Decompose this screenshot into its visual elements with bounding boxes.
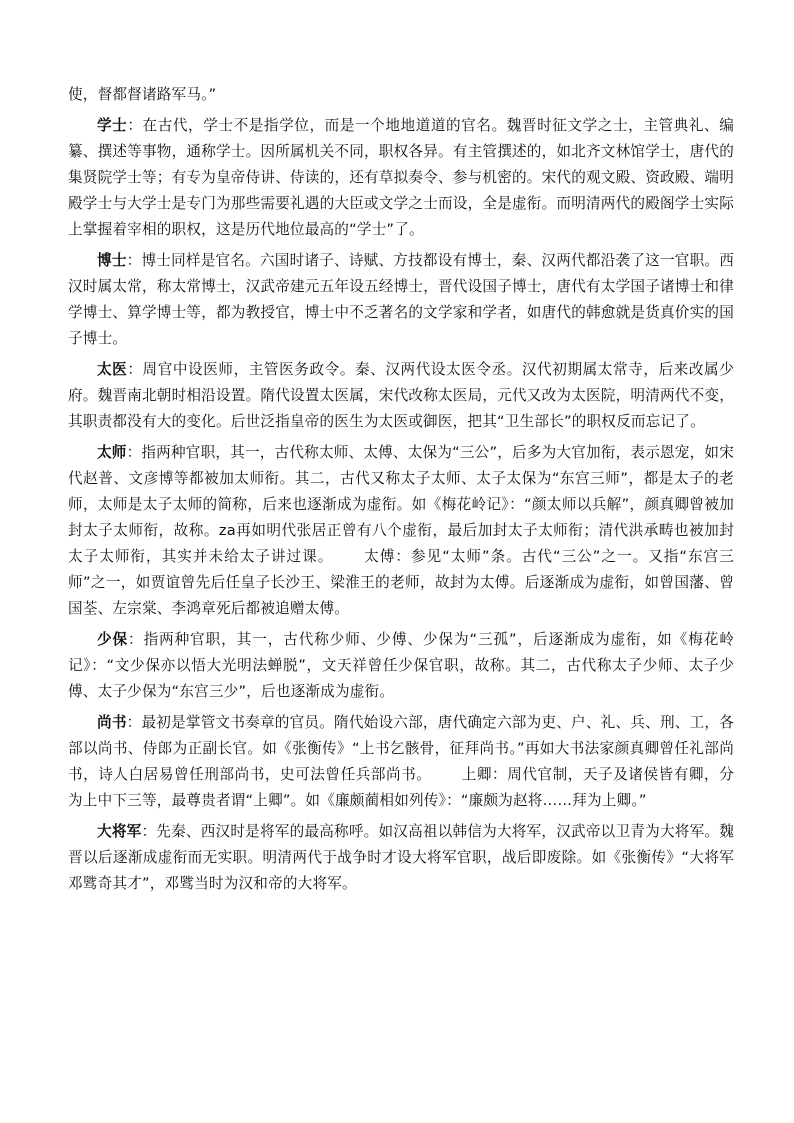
paragraph-continuation: [68, 82, 734, 108]
term-heading: 大将军: [97, 823, 142, 840]
term-heading: 太师: [97, 444, 127, 461]
paragraph-taiyi: [68, 357, 734, 435]
paragraph-boshi: [68, 248, 734, 352]
paragraph-text: 使，督都督诸路军马。”: [68, 86, 217, 103]
paragraph-text: ：先秦、西汉时是将军的最高称呼。如汉高祖以韩信为大将军，汉武帝以卫青为大将军。魏晋以后逐渐成虚衔而无实职。明清两代于战争时才设大将军官职，战后即废除。如《张衡传》“大将军邓骘奇其才”，邓骘当时为汉和帝的大将军。: [68, 823, 734, 892]
paragraph-tail-text: 太傅：参见“太师”条。古代“三公”之一。又指“东宫三师”之一，如贾谊曾先后任皇子长沙王、梁淮王的老师，故封为太傅。后逐渐成为虚衔，如曾国藩、曾国荃、左宗棠、李鸿章死后都被追赠太傅。: [68, 548, 734, 617]
paragraph-text: ：指两种官职，其一，古代称太师、太傅、太保为“三公”，后多为大官加衔，表示恩宠，如宋代赵普、文彦博等都被加太师衔。其二，古代又称太子太师、太子太保为“东宫三师”，都是太子的老师，太师是太子太师的简称，后来也逐渐成为虚衔。如《梅花岭记》：“颜太师以兵解”，颜真卿曾被加封太子太师衔，故称。za再如明代张居正曾有八个虚衔，最后加封太子太师衔；清代洪承畴也被加封太子太师衔，其实并未给太子讲过课。: [68, 444, 734, 565]
term-heading: 少保: [97, 631, 129, 648]
paragraph-text: ：在古代，学士不是指学位，而是一个地地道道的官名。魏晋时征文学之士，主管典礼、编纂、撰述等事物，通称学士。因所属机关不同，职权各异。有主管撰述的，如北齐文林馆学士，唐代的集贤院学士等；有专为皇帝侍讲、侍读的，还有草拟奏令、参与机密的。宋代的观文殿、资政殿、端明殿学士与大学士是专门为那些需要礼遇的大臣或文学之士而设，全是虚衔。而明清两代的殿阁学士实际上掌握着宰相的职权，这是历代地位最高的“学士”了。: [68, 117, 734, 238]
paragraph-taishi: [68, 440, 734, 622]
paragraph-shaobao: [68, 627, 734, 705]
term-heading: 尚书: [97, 714, 127, 731]
paragraph-text: ：周官中设医师，主管医务政令。秦、汉两代设太医令丞。汉代初期属太常寺，后来改属少府。魏晋南北朝时相沿设置。隋代设置太医属，宋代改称太医局，元代又改为太医院，明清两代不变，其职责都没有大的变化。后世泛指皇帝的医生为太医或御医，把其“卫生部长”的职权反而忘记了。: [68, 361, 734, 430]
term-heading: 太医: [97, 361, 128, 378]
paragraph-xueshi: [68, 113, 734, 243]
term-heading: 博士: [97, 252, 127, 269]
paragraph-dajiangjun: [68, 819, 734, 897]
paragraph-shangshu: [68, 710, 734, 814]
paragraph-text: ：博士同样是官名。六国时诸子、诗赋、方技都设有博士，秦、汉两代都沿袭了这一官职。西汉时属太常，称太常博士，汉武帝建元五年设五经博士，晋代设国子博士，唐代有太学国子诸博士和律学博士、算学博士等，都为教授官，博士中不乏著名的文学家和学者，如唐代的韩愈就是货真价实的国子博士。: [68, 252, 734, 347]
paragraph-text: ：最初是掌管文书奏章的官员。隋代始设六部，唐代确定六部为吏、户、礼、兵、刑、工，各部以尚书、侍郎为正副长官。如《张衡传》“上书乞骸骨，征拜尚书。”再如大书法家颜真卿曾任礼部尚书，诗人白居易曾任刑部尚书，史可法曾任兵部尚书。: [68, 714, 734, 783]
paragraph-tail-text: 上卿：周代官制，天子及诸侯皆有卿，分为上中下三等，最尊贵者谓“上卿”。如《廉颇蔺相如列传》：“廉颇为赵将……拜为上卿。”: [68, 766, 734, 809]
document-page: [68, 82, 734, 902]
term-heading: 学士: [97, 117, 128, 134]
paragraph-text: ：指两种官职，其一，古代称少师、少傅、少保为“三孤”，后逐渐成为虚衔，如《梅花岭记》：“文少保亦以悟大光明法蝉脱”，文天祥曾任少保官职，故称。其二，古代称太子少师、太子少傅、太子少保为“东宫三少”，后也逐渐成为虚衔。: [68, 631, 735, 700]
